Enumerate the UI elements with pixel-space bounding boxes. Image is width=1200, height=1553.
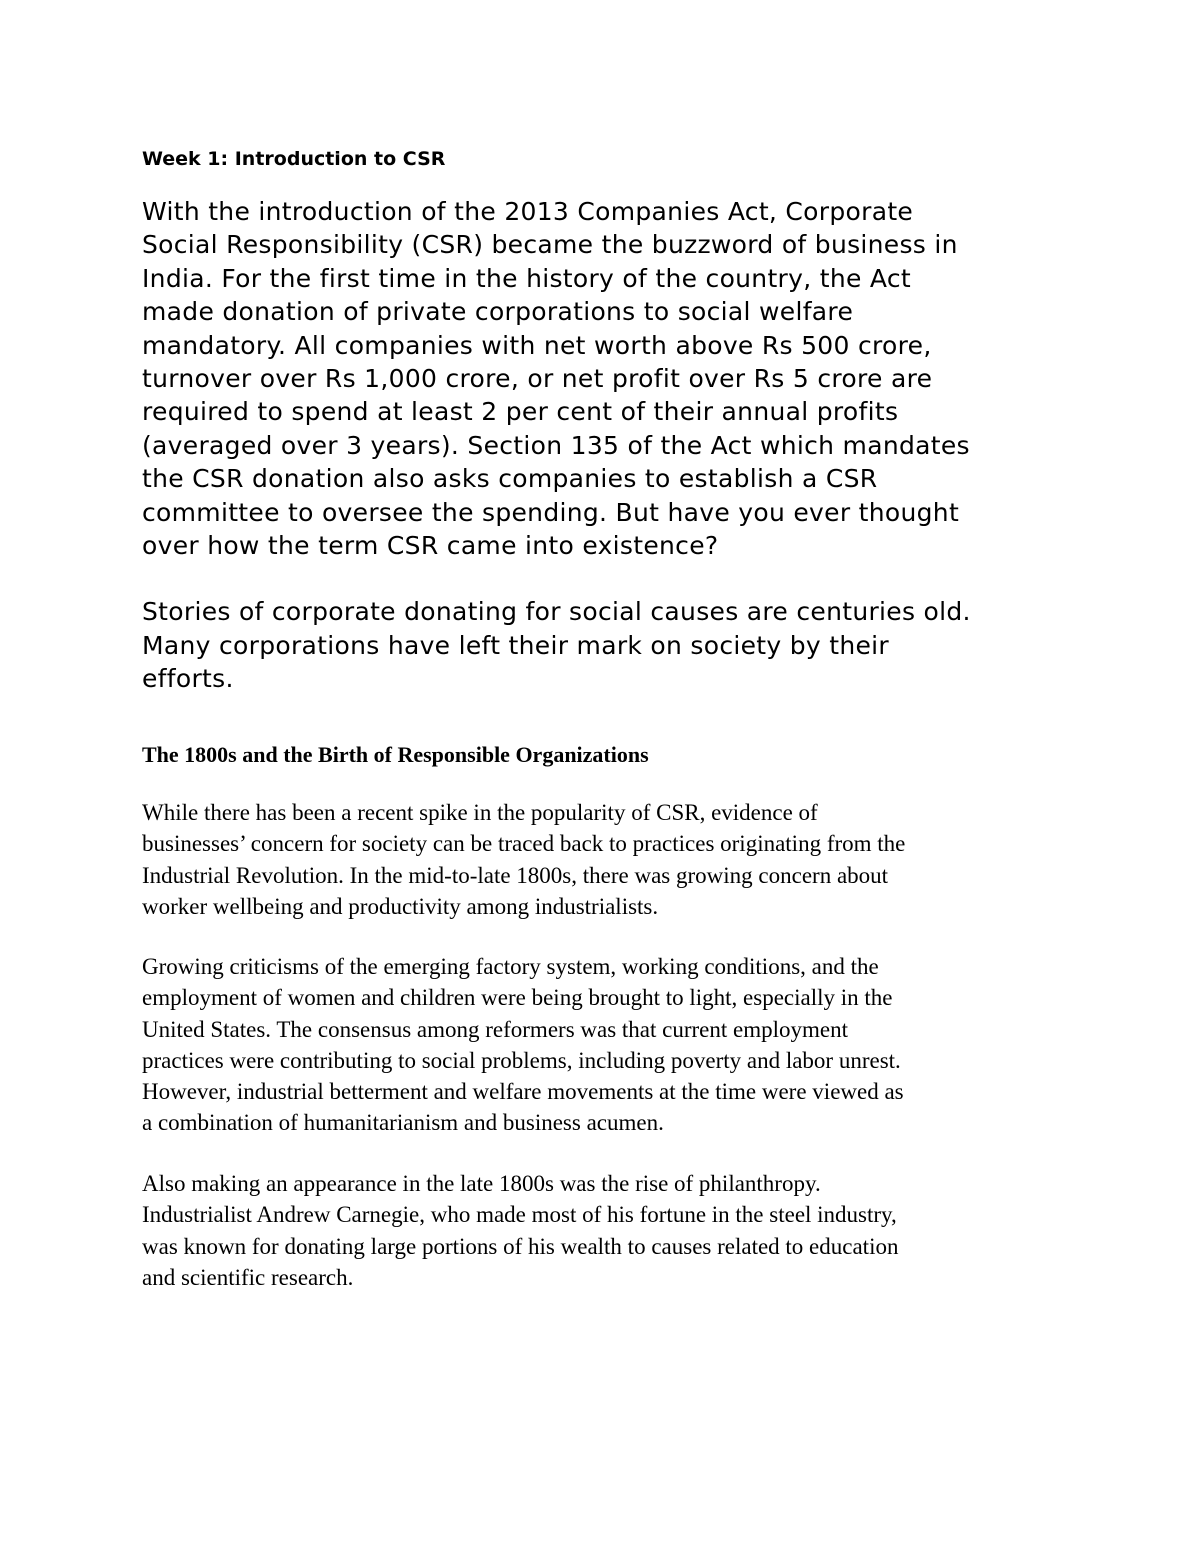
text-line: However, industrial betterment and welfare movements at the time were viewed as: [142, 1079, 904, 1105]
text-line: made donation of private corporations to social welfare: [142, 297, 854, 327]
text-line: businesses’ concern for society can be traced back to practices originating from the: [142, 831, 906, 857]
text-line: practices were contributing to social problems, including poverty and labor unrest.: [142, 1047, 901, 1073]
text-line: mandatory. All companies with net worth above Rs 500 crore,: [142, 330, 932, 360]
text-line: With the introduction of the 2013 Companies Act, Corporate: [142, 197, 914, 226]
text-line: a combination of humanitarianism and business acumen.: [142, 1110, 664, 1136]
text-line: Social Responsibility (CSR) became the buzzword of business in: [142, 230, 958, 260]
text-line: Industrial Revolution. In the mid-to-late 1800s, there was growing concern about: [142, 862, 889, 888]
text-line: Industrialist Andrew Carnegie, who made most of his fortune in the steel industry,: [142, 1202, 897, 1228]
text-line: India. For the first time in the history of the country, the Act: [142, 263, 912, 293]
text-line: Stories of corporate donating for social causes are centuries old.: [142, 597, 971, 627]
intro-paragraph-1: [142, 195, 1142, 562]
paragraph-gap: [142, 562, 1142, 595]
body-paragraph-2: [142, 951, 1142, 1139]
intro-paragraph-2: [142, 595, 1142, 695]
text-line: over how the term CSR came into existence?: [142, 531, 719, 561]
week-title: Week 1: Introduction to CSR: [142, 148, 446, 170]
text-line: While there has been a recent spike in the popularity of CSR, evidence of: [142, 800, 818, 825]
text-line: and scientific research.: [142, 1264, 354, 1290]
text-line: committee to oversee the spending. But have you ever thought: [142, 497, 960, 527]
text-line: the CSR donation also asks companies to establish a CSR: [142, 464, 878, 494]
text-line: Many corporations have left their mark on society by their: [142, 630, 890, 660]
intro-section: [142, 195, 1142, 696]
text-line: (averaged over 3 years). Section 135 of the Act which mandates: [142, 430, 970, 460]
body-paragraph-3: [142, 1168, 1142, 1293]
text-line: turnover over Rs 1,000 crore, or net profit over Rs 5 crore are: [142, 364, 933, 394]
text-line: Growing criticisms of the emerging factory system, working conditions, and the: [142, 954, 879, 979]
text-line: employment of women and children were being brought to light, especially in the: [142, 985, 893, 1011]
text-line: efforts.: [142, 664, 234, 694]
body-paragraph-1: [142, 797, 1142, 922]
section-heading: The 1800s and the Birth of Responsible Organizations: [142, 742, 649, 767]
text-line: United States. The consensus among reformers was that current employment: [142, 1016, 849, 1042]
text-line: worker wellbeing and productivity among industrialists.: [142, 893, 659, 919]
text-line: was known for donating large portions of his wealth to causes related to education: [142, 1233, 899, 1259]
text-line: Also making an appearance in the late 1800s was the rise of philanthropy.: [142, 1171, 821, 1196]
text-line: required to spend at least 2 per cent of their annual profits: [142, 397, 899, 427]
